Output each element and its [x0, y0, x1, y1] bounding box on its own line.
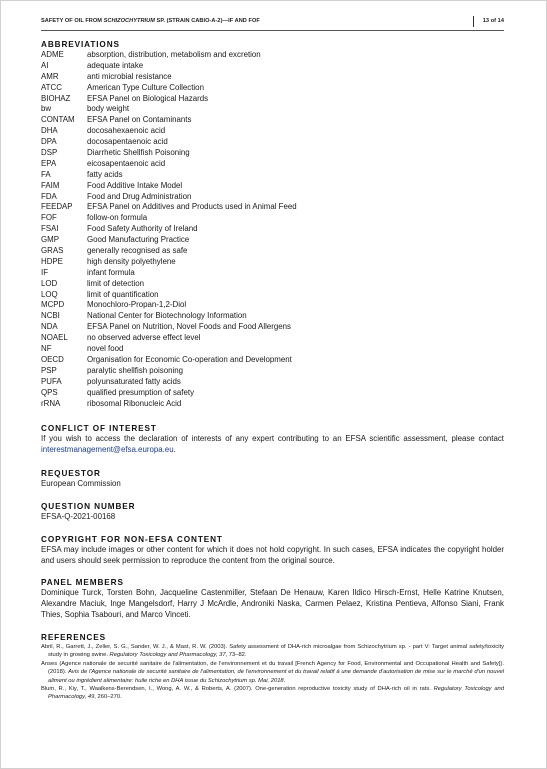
abbreviation-term: bw	[41, 104, 52, 114]
reference-text: Blum, R., Kiy, T., Waalkens-Berendsen, I., Wong, A. W., & Roberts, A. (2007). One-generation reproductive toxicity study of DHA-rich oil in rats.	[41, 686, 434, 693]
abbreviation-definition: high density polyethylene	[87, 256, 176, 266]
abbreviation-term: FA	[41, 169, 51, 179]
abbreviation-row	[41, 257, 504, 268]
panel-text: Dominique Turck, Torsten Bohn, Jacqueline Castenmiller, Stefaan De Henauw, Karen Ildico Hirsch-Ernst, Helle Katrine Knutsen, Alexandre Maciuk, Inge Mangelsdorf, Harry J McArdle, Androniki Naska, Carmen Pelaez, Kristina Pentieva, Alfonso Siani, Frank Thies, Sophia Tsabouri, and Marco Vinceti.	[41, 588, 504, 619]
requestor-text: European Commission	[41, 479, 121, 488]
abbreviation-term: FSAI	[41, 224, 59, 234]
abbreviation-term: DHA	[41, 126, 58, 136]
abbreviation-definition: paralytic shellfish poisoning	[87, 365, 184, 375]
requestor-section	[41, 469, 504, 490]
reference-source: Regulatory Toxicology and Pharmacology, 37	[109, 652, 226, 659]
abbreviation-definition: EFSA Panel on Biological Hazards	[87, 93, 209, 103]
abbreviation-term: NDA	[41, 322, 58, 332]
copyright-section	[41, 535, 504, 567]
conflict-heading: CONFLICT OF INTEREST	[41, 424, 157, 433]
header-title	[41, 18, 260, 24]
abbreviation-row	[41, 104, 504, 115]
requestor-heading: REQUESTOR	[41, 469, 101, 478]
abbreviation-term: FOF	[41, 213, 57, 223]
abbreviation-term: NF	[41, 344, 52, 354]
abbreviation-definition: follow-on formula	[87, 213, 148, 223]
references-list	[41, 643, 504, 702]
abbreviation-term: HDPE	[41, 256, 63, 266]
abbreviation-row	[41, 344, 504, 355]
abbreviation-definition: limit of quantification	[87, 289, 159, 299]
abbreviation-definition: body weight	[87, 104, 130, 114]
abbreviation-row	[41, 388, 504, 399]
abbreviation-definition: Monochloro-Propan-1,2-Diol	[87, 300, 187, 310]
abbreviation-definition: polyunsaturated fatty acids	[87, 376, 181, 386]
reference-text: Anses (Agence nationale de securité sanitaire de l'alimentation, de l'environnement et du travail [French Agency for Food, Environmental and Occupational Health and Safety]). (2018).	[41, 660, 504, 676]
abbreviation-term: OECD	[41, 354, 64, 364]
reference-entry	[41, 660, 504, 685]
question-text: EFSA-Q-2021-00168	[41, 512, 116, 521]
header-title-italic: SCHIZOCHYTRIUM	[103, 18, 155, 24]
abbreviation-row	[41, 333, 504, 344]
abbreviation-definition: Food Safety Authority of Ireland	[87, 224, 198, 234]
abbreviation-row	[41, 72, 504, 83]
abbreviation-row	[41, 355, 504, 366]
abbreviation-term: CONTAM	[41, 115, 75, 125]
reference-entry	[41, 685, 504, 702]
abbreviation-term: IF	[41, 267, 49, 277]
abbreviation-term: FDA	[41, 191, 57, 201]
abbreviation-definition: docosahexaenoic acid	[87, 126, 166, 136]
abbreviation-term: DPA	[41, 137, 57, 147]
abbreviation-definition: generally recognised as safe	[87, 246, 188, 256]
abbreviation-row	[41, 322, 504, 333]
abbreviation-row	[41, 181, 504, 192]
abbreviation-row	[41, 83, 504, 94]
abbreviations-table	[41, 50, 504, 409]
abbreviation-term: PSP	[41, 365, 57, 375]
abbreviation-definition: EFSA Panel on Contaminants	[87, 115, 192, 125]
references-heading: REFERENCES	[41, 633, 106, 642]
panel-section	[41, 578, 504, 621]
abbreviation-row	[41, 115, 504, 126]
abbreviation-row	[41, 235, 504, 246]
abbreviation-row	[41, 399, 504, 410]
abbreviation-term: rRNA	[41, 398, 61, 408]
abbreviation-row	[41, 94, 504, 105]
abbreviation-row	[41, 224, 504, 235]
abbreviation-term: QPS	[41, 387, 58, 397]
abbreviation-row	[41, 148, 504, 159]
header-separator	[473, 16, 474, 27]
abbreviation-definition: anti microbial resistance	[87, 71, 172, 81]
abbreviation-row	[41, 50, 504, 61]
abbreviation-row	[41, 61, 504, 72]
conflict-end: .	[173, 444, 176, 454]
header-rule	[41, 30, 504, 31]
abbreviation-term: FAIM	[41, 180, 60, 190]
abbreviation-definition: absorption, distribution, metabolism and excretion	[87, 50, 261, 59]
abbreviation-term: MCPD	[41, 300, 65, 310]
abbreviation-row	[41, 366, 504, 377]
conflict-text	[41, 434, 504, 456]
panel-heading: PANEL MEMBERS	[41, 578, 124, 587]
abbreviation-row	[41, 126, 504, 137]
conflict-body: If you wish to access the declaration of interests of any expert contributing to an EFSA scientific assessment, please contact	[41, 434, 504, 443]
abbreviation-definition: EFSA Panel on Nutrition, Novel Foods and Food Allergens	[87, 322, 291, 332]
abbreviation-definition: Organisation for Economic Co-operation and Development	[87, 354, 292, 364]
reference-text: Abril, R., Garrett, J., Zeller, S. G., Sander, W. J., & Mast, R. W. (2003). Safety assessment of DHA-rich microalgae from Schizochytrium sp. - part V: Target animal safety/toxicity study in growing swine.	[41, 644, 504, 659]
conflict-section	[41, 424, 504, 456]
abbreviation-definition: Food and Drug Administration	[87, 191, 192, 201]
abbreviation-definition: docosapentaenoic acid	[87, 137, 168, 147]
abbreviation-row	[41, 268, 504, 279]
abbreviations-heading: ABBREVIATIONS	[41, 40, 120, 49]
interest-email-link[interactable]: interestmanagement@efsa.europa.eu	[41, 444, 174, 454]
abbreviation-definition: adequate intake	[87, 60, 144, 70]
abbreviation-row	[41, 279, 504, 290]
abbreviation-row	[41, 159, 504, 170]
abbreviation-term: LOQ	[41, 289, 58, 299]
abbreviation-row	[41, 290, 504, 301]
running-header	[41, 16, 504, 28]
abbreviation-definition: infant formula	[87, 267, 135, 277]
reference-pages: , 260–270.	[94, 694, 122, 701]
abbreviation-row	[41, 246, 504, 257]
question-heading: QUESTION NUMBER	[41, 502, 136, 511]
abbreviation-definition: Diarrhetic Shellfish Poisoning	[87, 148, 190, 158]
abbreviation-definition: limit of detection	[87, 278, 145, 288]
abbreviation-definition: no observed adverse effect level	[87, 333, 201, 343]
abbreviation-term: GMP	[41, 235, 59, 245]
header-title-prefix: SAFETY OF OIL FROM	[41, 18, 104, 24]
abbreviation-term: LOD	[41, 278, 58, 288]
abbreviation-definition: Food Additive Intake Model	[87, 180, 183, 190]
abbreviation-row	[41, 202, 504, 213]
abbreviation-row	[41, 213, 504, 224]
abbreviation-definition: Good Manufacturing Practice	[87, 235, 190, 245]
abbreviation-term: GRAS	[41, 246, 64, 256]
abbreviation-term: AMR	[41, 71, 59, 81]
copyright-heading: COPYRIGHT FOR NON-EFSA CONTENT	[41, 535, 223, 544]
reference-pages: , 73–82.	[225, 652, 247, 659]
reference-source: Regulatory Toxicology and Pharmacology, 49	[48, 686, 504, 701]
abbreviation-term: EPA	[41, 158, 57, 168]
abbreviation-term: ADME	[41, 50, 64, 59]
copyright-text: EFSA may include images or other content for which it does not hold copyright. In such cases, EFSA indicates the copyright holder and users should seek permission to reproduce the content from the original source.	[41, 545, 504, 565]
abbreviation-term: PUFA	[41, 376, 62, 386]
abbreviation-row	[41, 311, 504, 322]
reference-pages: .	[283, 677, 286, 684]
reference-entry	[41, 643, 504, 660]
question-section	[41, 502, 504, 523]
abbreviation-row	[41, 192, 504, 203]
abbreviation-row	[41, 137, 504, 148]
abbreviation-definition: novel food	[87, 344, 124, 354]
abbreviation-row	[41, 300, 504, 311]
references-section	[41, 633, 504, 702]
abbreviation-definition: qualified presumption of safety	[87, 387, 195, 397]
abbreviation-definition: American Type Culture Collection	[87, 82, 204, 92]
abbreviations-section	[41, 40, 504, 409]
abbreviation-definition: fatty acids	[87, 169, 123, 179]
abbreviation-row	[41, 377, 504, 388]
abbreviation-definition: EFSA Panel on Additives and Products used in Animal Feed	[87, 202, 297, 212]
abbreviation-definition: eicosapentaenoic acid	[87, 158, 166, 168]
abbreviation-term: ATCC	[41, 82, 62, 92]
abbreviation-definition: ribosomal Ribonucleic Acid	[87, 398, 182, 408]
header-title-suffix: SP. (STRAIN CABIO-A-2)—IF AND FOF	[154, 18, 260, 24]
abbreviation-term: DSP	[41, 148, 58, 158]
page-number: 13 of 14	[482, 18, 504, 24]
abbreviation-term: AI	[41, 60, 49, 70]
abbreviation-term: BIOHAZ	[41, 93, 71, 103]
abbreviation-definition: National Center for Biotechnology Information	[87, 311, 247, 321]
abbreviation-term: NCBI	[41, 311, 60, 321]
abbreviation-term: NOAEL	[41, 333, 68, 343]
reference-source: Avis de l'Agence nationale de securité sanitaire de l'alimentation, de l'environnement et du travail relatif à une demande d'autorisation de mise sur le marché d'un nouvel aliment ou ingrédient alimentaire: huile riche en DHA issue du Schizochytrium sp. Mai, 2018	[48, 669, 504, 684]
abbreviation-term: FEEDAP	[41, 202, 73, 212]
abbreviation-row	[41, 170, 504, 181]
